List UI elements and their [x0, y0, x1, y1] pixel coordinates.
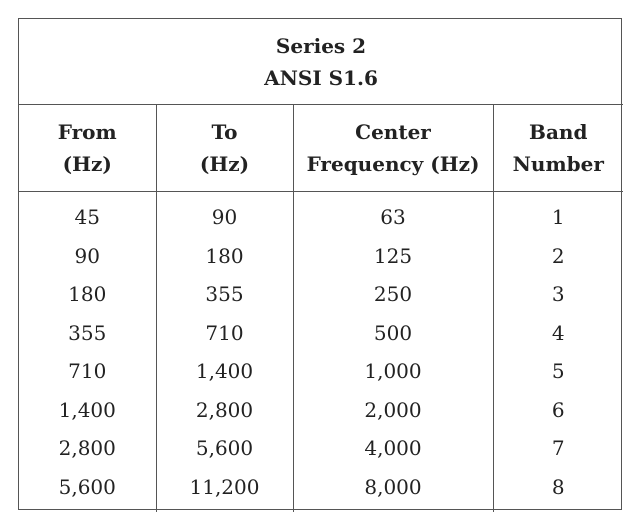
cell-center-frequency: 2,000: [293, 391, 493, 430]
cell-to: 90: [156, 192, 293, 237]
cell-band-number: 5: [551, 359, 565, 384]
cell-to: 180: [156, 237, 293, 276]
table-title-standard: ANSI S1.6: [264, 65, 378, 90]
column-header-to: To (Hz): [156, 105, 293, 192]
cell-band-number: 6: [551, 397, 565, 422]
table-title: [19, 19, 623, 105]
cell-to: 355: [156, 275, 293, 314]
cell-to: 1,400: [156, 352, 293, 391]
column-header-center-frequency: Center Frequency (Hz): [293, 105, 493, 192]
table-row: [19, 391, 623, 430]
cell-from: 710: [19, 352, 156, 391]
table-title-row: [19, 19, 623, 105]
cell-band-number: 7: [551, 436, 565, 461]
cell-center-frequency: 8,000: [293, 468, 493, 513]
table-row: [19, 468, 623, 513]
table-row: [19, 275, 623, 314]
cell-center-frequency: 4,000: [293, 429, 493, 468]
cell-band-number: 3: [551, 282, 565, 307]
cell-to: 11,200: [156, 468, 293, 513]
cell-center-frequency: 500: [293, 314, 493, 353]
cell-from: 1,400: [19, 391, 156, 430]
cell-to: 2,800: [156, 391, 293, 430]
table-row: [19, 237, 623, 276]
cell-from: 45: [19, 192, 156, 237]
cell-band-number: 1: [551, 205, 565, 230]
cell-to: 710: [156, 314, 293, 353]
cell-from: 2,800: [19, 429, 156, 468]
frequency-table: [19, 19, 623, 512]
column-header-band-number: Band Number: [493, 105, 623, 192]
cell-center-frequency: 250: [293, 275, 493, 314]
cell-center-frequency: 1,000: [293, 352, 493, 391]
table-row: [19, 314, 623, 353]
cell-from: 5,600: [19, 468, 156, 513]
table-title-series: Series 2: [275, 33, 367, 58]
cell-center-frequency: 125: [293, 237, 493, 276]
cell-band-number: 2: [551, 243, 565, 268]
table-body: [19, 192, 623, 513]
table-row: [19, 429, 623, 468]
cell-center-frequency: 63: [293, 192, 493, 237]
cell-band-number: 8: [551, 474, 565, 499]
cell-band-number: 4: [551, 320, 565, 345]
octave-band-table: [18, 18, 622, 510]
table-row: [19, 352, 623, 391]
column-header-from: From (Hz): [19, 105, 156, 192]
column-header-row: [19, 105, 623, 192]
cell-from: 180: [19, 275, 156, 314]
table-row: [19, 192, 623, 237]
cell-from: 355: [19, 314, 156, 353]
cell-from: 90: [19, 237, 156, 276]
cell-to: 5,600: [156, 429, 293, 468]
